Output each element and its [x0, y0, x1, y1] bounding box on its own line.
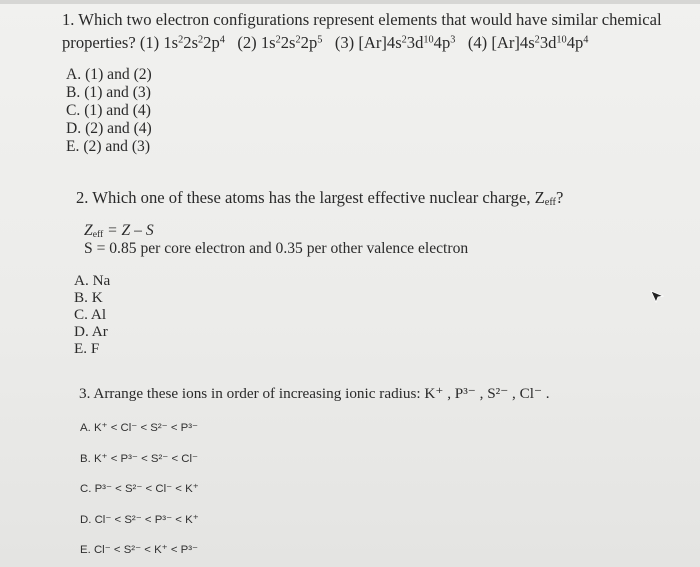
option-letter: B. — [80, 453, 91, 465]
q2-question-prefix: 2. Which one of these atoms has the largest effective nuclear charge, Z — [76, 188, 545, 207]
option-letter: D. — [66, 120, 82, 137]
q2-question — [76, 188, 563, 208]
q2-question-subscript: eff — [544, 197, 556, 209]
option-text: Ar — [91, 323, 108, 340]
q3-option-b — [80, 451, 198, 465]
option-text: K⁺ < P³⁻ < S²⁻ < Cl⁻ — [93, 453, 199, 465]
q1-question-line-2: properties? (1) $1s^22s^22p^4$ (2) $1s^22s^22p^5$ (3) $[Ar]4s^23d^{10}4p^3$ (4) $[Ar]4s^23d^{10}4p^4$ — [62, 33, 589, 52]
option-letter: A. — [80, 422, 91, 434]
option-text: F — [90, 340, 100, 357]
q2-formula-s: S = 0.85 per core electron and 0.35 per other valence electron — [84, 240, 469, 257]
option-letter: A. — [74, 272, 89, 289]
q3-option-d — [80, 512, 199, 526]
q1-question-line-1: 1. Which two electron configurations represent elements that would have similar chemical — [62, 10, 662, 29]
option-letter: E. — [74, 340, 88, 357]
option-letter: B. — [66, 84, 81, 101]
option-letter: D. — [80, 514, 92, 526]
q1-option-a — [66, 66, 152, 84]
option-text: (2) and (4) — [85, 120, 152, 137]
q2-option-e — [74, 340, 99, 358]
option-text: (1) and (2) — [85, 66, 152, 83]
q2-option-a — [74, 272, 110, 290]
q2-option-b — [74, 289, 103, 307]
formula-z: Z — [84, 222, 93, 239]
formula-rest: = Z – S — [103, 222, 154, 239]
option-letter: D. — [74, 323, 89, 340]
q2-formula-zeff — [84, 222, 154, 240]
option-text: (1) and (3) — [84, 84, 151, 101]
option-text: (1) and (4) — [84, 102, 151, 119]
option-letter: C. — [74, 306, 88, 323]
q1-line2-prefix: properties? (1) 1s — [62, 33, 179, 52]
q2-option-d — [74, 323, 108, 341]
option-text: K⁺ < Cl⁻ < S²⁻ < P³⁻ — [93, 422, 199, 434]
q1-option-b — [66, 84, 151, 102]
page-top-edge — [0, 0, 700, 4]
option-text: P³⁻ < S²⁻ < Cl⁻ < K⁺ — [94, 483, 199, 495]
option-letter: A. — [66, 66, 82, 83]
q3-question: 3. Arrange these ions in order of increasing ionic radius: K⁺ , P³⁻ , S²⁻ , Cl⁻ . — [79, 385, 550, 402]
option-letter: C. — [66, 102, 81, 119]
q3-option-a — [80, 420, 198, 434]
option-text: (2) and (3) — [83, 138, 151, 155]
q3-option-e — [80, 542, 198, 556]
option-letter: E. — [66, 138, 80, 155]
mouse-cursor-icon — [650, 289, 664, 303]
option-letter: C. — [80, 483, 92, 495]
q2-option-c — [74, 306, 106, 324]
option-text: K — [91, 289, 103, 306]
q2-question-suffix: ? — [555, 188, 564, 207]
q1-option-c — [66, 102, 151, 120]
option-letter: B. — [74, 289, 88, 306]
option-letter: E. — [80, 544, 91, 556]
q1-option-d — [66, 120, 152, 138]
option-text: Na — [92, 272, 111, 289]
q3-option-c — [80, 481, 199, 495]
formula-subscript: eff — [92, 228, 104, 240]
q1-option-e — [66, 138, 150, 156]
option-text: Cl⁻ < S²⁻ < K⁺ < P³⁻ — [93, 544, 199, 556]
option-text: Cl⁻ < S²⁻ < P³⁻ < K⁺ — [94, 514, 199, 526]
option-text: Al — [90, 306, 107, 323]
